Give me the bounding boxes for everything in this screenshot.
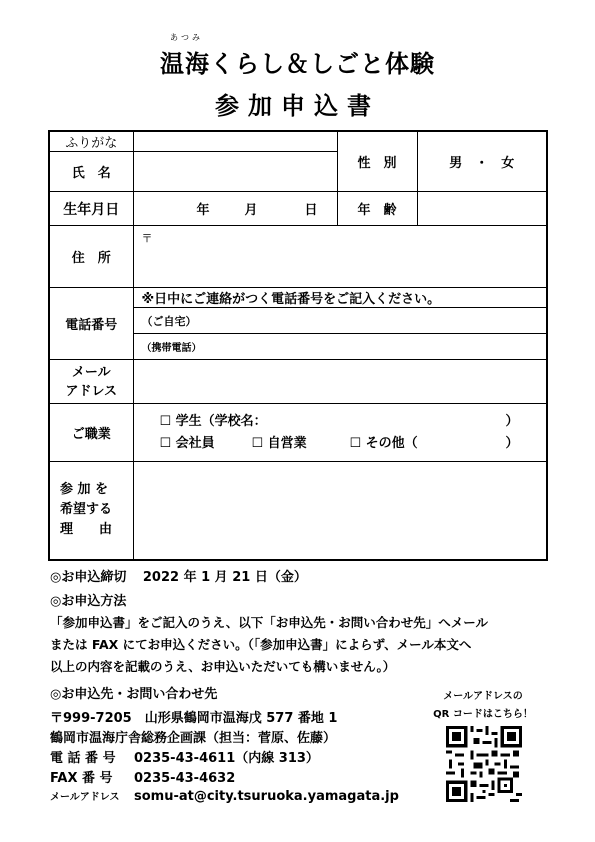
job-options xyxy=(133,404,547,462)
method-line1: 「参加申込書」をご記入のうえ、以下「お申込先・お問い合わせ先」へメール xyxy=(50,615,489,630)
title-ruby: あつみ xyxy=(170,33,203,42)
address-label: 住 所 xyxy=(49,226,133,288)
contact-mail-row xyxy=(50,788,399,804)
reason-label-line2: 希望する xyxy=(60,502,113,518)
deadline-date: 2022 年 1 月 21 日（金） xyxy=(142,570,307,585)
job-other-checkbox[interactable]: ☐ その他（ xyxy=(349,435,418,451)
birth-day: 日 xyxy=(304,203,318,218)
mail-value[interactable]: somu-at@city.tsuruoka.yamagata.jp xyxy=(134,789,399,804)
furigana-field[interactable] xyxy=(133,131,337,152)
application-form-table xyxy=(48,130,548,561)
qr-caption xyxy=(414,688,552,724)
contact-address: 〒999-7205 山形県鶴岡市温海戊 577 番地 1 xyxy=(50,711,338,726)
contact-label: ◎お申込先・お問い合わせ先 xyxy=(50,687,218,702)
gender-label: 性 別 xyxy=(337,131,417,192)
email-field[interactable] xyxy=(133,360,547,404)
contact-fax-row xyxy=(50,767,235,786)
method-label: ◎お申込方法 xyxy=(50,594,127,609)
birth-field[interactable] xyxy=(133,192,337,226)
contact-office: 鶴岡市温海庁舎総務企画課（担当：菅原、佐藤） xyxy=(50,731,337,746)
job-student-close: ） xyxy=(505,413,519,429)
job-self-checkbox[interactable]: ☐ 自営業 xyxy=(251,435,307,451)
birth-month: 月 xyxy=(244,203,258,218)
postal-mark: 〒 xyxy=(141,232,153,245)
phone-label: 電話番号 xyxy=(49,288,133,360)
name-label: 氏 名 xyxy=(49,152,133,192)
phone-note: ※日中にご連絡がつく電話番号をご記入ください。 xyxy=(133,288,547,308)
email-label-line1: メール xyxy=(71,364,111,380)
reason-field[interactable] xyxy=(133,462,547,560)
furigana-label: ふりがな xyxy=(49,131,133,152)
job-student-checkbox[interactable]: ☐ 学生（学校名： xyxy=(159,413,267,429)
page-title: 温海くらし＆しごと体験 xyxy=(160,50,435,78)
age-field[interactable] xyxy=(417,192,547,226)
qr-code-image[interactable] xyxy=(446,726,522,802)
phone-home-label: （ご自宅） xyxy=(141,314,197,328)
contact-tel-row xyxy=(50,747,319,766)
job-other-close: ） xyxy=(505,435,519,451)
qr-caption-line1: メールアドレスの xyxy=(443,691,523,702)
method-line2: または FAX にてお申込ください。（「参加申込書」によらず、メール本文へ xyxy=(50,637,472,652)
reason-label-line1: 参 加 を xyxy=(60,482,109,498)
deadline-section xyxy=(50,566,307,585)
page-subtitle: 参加申込書 xyxy=(215,92,380,120)
fax-value: 0235-43-4632 xyxy=(134,771,236,786)
job-label: ご職業 xyxy=(49,404,133,462)
reason-label xyxy=(49,462,133,560)
gender-options[interactable]: 男 ・ 女 xyxy=(417,131,547,192)
reason-label-line3: 理 由 xyxy=(60,522,113,538)
age-label: 年 齢 xyxy=(337,192,417,226)
name-field[interactable] xyxy=(133,152,337,192)
phone-home-field[interactable] xyxy=(133,308,547,334)
phone-mobile-field[interactable] xyxy=(133,334,547,360)
fax-label: FAX 番 号 xyxy=(50,771,113,786)
tel-label: 電 話 番 号 xyxy=(50,751,116,766)
deadline-label: ◎お申込締切 xyxy=(50,570,127,585)
mail-label: メールアドレス xyxy=(50,792,120,803)
qr-caption-line2: QR コードはこちら！ xyxy=(433,709,533,720)
email-label xyxy=(49,360,133,404)
birth-year: 年 xyxy=(196,203,210,218)
address-field[interactable] xyxy=(133,226,547,288)
tel-value: 0235-43-4611（内線 313） xyxy=(134,751,319,766)
email-label-line2: アドレス xyxy=(65,383,118,399)
method-line3: 以上の内容を記載のうえ、お申込いただいても構いません。） xyxy=(50,659,396,674)
birth-label: 生年月日 xyxy=(49,192,133,226)
job-company-checkbox[interactable]: ☐ 会社員 xyxy=(159,435,215,451)
phone-mobile-label: （携帯電話） xyxy=(141,343,202,354)
